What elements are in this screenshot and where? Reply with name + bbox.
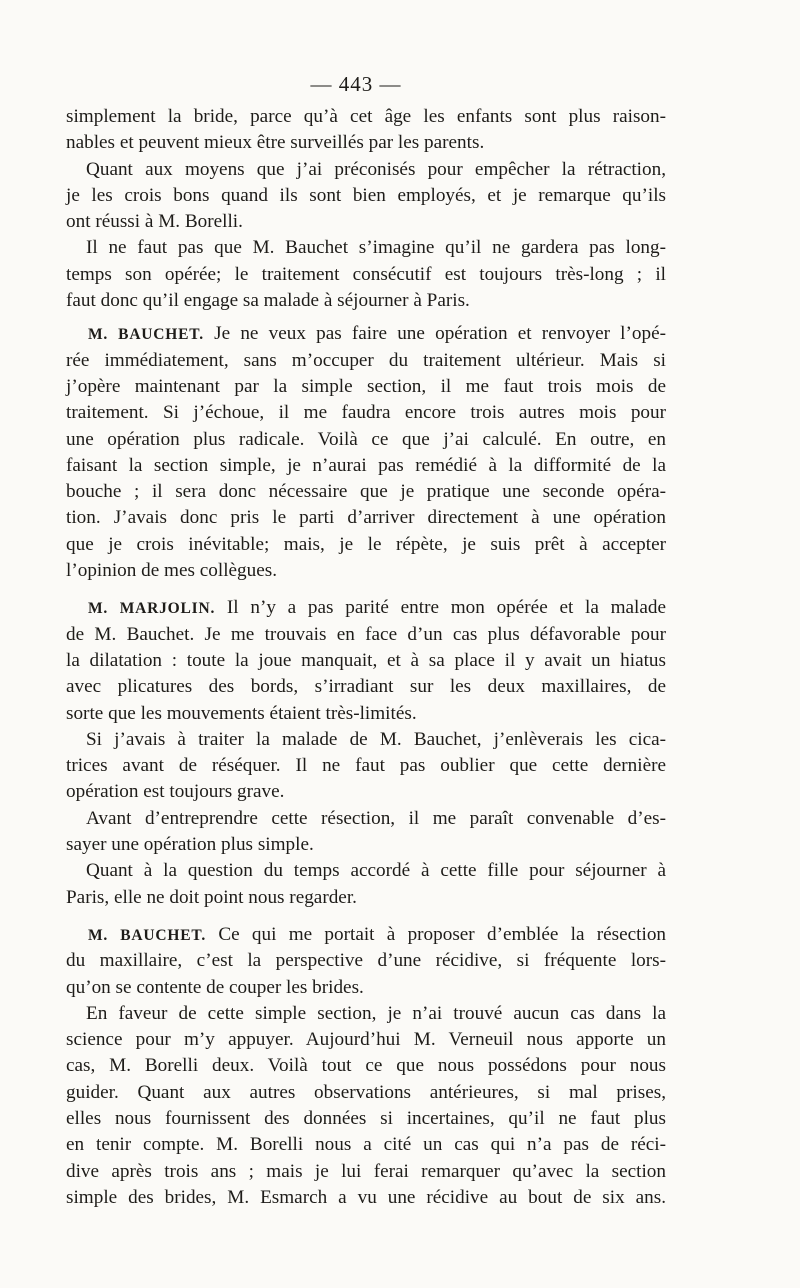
text-line: de M. Bauchet. Je me trouvais en face d’un cas plus défavorable pour: [66, 623, 666, 645]
text-line: trices avant de réséquer. Il ne faut pas oublier que cette dernière: [66, 755, 666, 777]
text-line: simple des brides, M. Esmarch a vu une récidive au bout de six ans.: [66, 1186, 666, 1208]
text-line: Avant d’entreprendre cette résection, il me paraît convenable d’es-: [86, 807, 666, 829]
text-line: j’opère maintenant par la simple section, il me faut trois mois de: [66, 375, 666, 397]
text-line: Paris, elle ne doit point nous regarder.: [66, 886, 357, 908]
text-line: bouche ; il sera donc nécessaire que je pratique une seconde opéra-: [66, 481, 666, 503]
text-line: une opération plus radicale. Voilà ce que j’ai calculé. En outre, en: [66, 428, 666, 450]
text-line: du maxillaire, c’est la perspective d’une récidive, si fréquente lors-: [66, 950, 666, 972]
text-line: faisant la section simple, je n’aurai pas remédié à la difformité de la: [66, 454, 666, 476]
text-line: opération est toujours grave.: [66, 781, 285, 803]
text-line: Si j’avais à traiter la malade de M. Bauchet, j’enlèverais les cica-: [86, 728, 666, 750]
text-line: rée immédiatement, sans m’occuper du traitement ultérieur. Mais si: [66, 349, 666, 371]
text-line: faut donc qu’il engage sa malade à séjourner à Paris.: [66, 290, 470, 312]
text-line: qu’on se contente de couper les brides.: [66, 976, 364, 998]
text-line: Quant aux moyens que j’ai préconisés pour empêcher la rétraction,: [86, 158, 666, 180]
speech-text: Je ne veux pas faire une opération et renvoyer l’opé-: [203, 323, 666, 345]
text-line: [66, 922, 666, 948]
speaker-name: M. MARJOLIN.: [88, 600, 216, 618]
text-line: que je crois inévitable; mais, je le répète, je suis prêt à accepter: [66, 533, 666, 555]
text-line: avec plicatures des bords, s’irradiant sur les deux maxillaires, de: [66, 676, 666, 698]
speech-text: Ce qui me portait à proposer d’emblée la résection: [206, 923, 667, 945]
text-line: tion. J’avais donc pris le parti d’arriver directement à une opération: [66, 507, 666, 529]
page-text: [66, 104, 666, 1211]
text-line: je les crois bons quand ils sont bien employés, et je remarque qu’ils: [66, 184, 666, 206]
text-line: Quant à la question du temps accordé à cette fille pour séjourner à: [86, 860, 666, 882]
text-line: [66, 595, 666, 621]
text-line: science pour m’y appuyer. Aujourd’hui M. Verneuil nous apporte un: [66, 1029, 666, 1051]
text-line: sayer une opération plus simple.: [66, 834, 314, 856]
text-line: En faveur de cette simple section, je n’ai trouvé aucun cas dans la: [86, 1002, 666, 1024]
text-line: la dilatation : toute la joue manquait, et à sa place il y avait un hiatus: [66, 649, 666, 671]
text-line: en tenir compte. M. Borelli nous a cité un cas qui n’a pas de réci-: [66, 1134, 666, 1156]
text-line: ont réussi à M. Borelli.: [66, 211, 243, 233]
text-line: elles nous fournissent des données si incertaines, qu’il ne faut plus: [66, 1107, 666, 1129]
text-line: sorte que les mouvements étaient très-limités.: [66, 702, 417, 724]
text-line: cas, M. Borelli deux. Voilà tout ce que nous possédons pour nous: [66, 1055, 666, 1077]
text-line: traitement. Si j’échoue, il me faudra encore trois autres mois pour: [66, 402, 666, 424]
speaker-name: M. BAUCHET.: [88, 926, 207, 944]
text-line: [66, 321, 666, 347]
text-line: l’opinion de mes collègues.: [66, 560, 278, 582]
page-number: — 443 —: [310, 72, 402, 96]
speech-text: Il n’y a pas parité entre mon opérée et la malade: [215, 597, 666, 619]
text-line: Il ne faut pas que M. Bauchet s’imagine qu’il ne gardera pas long-: [86, 237, 666, 259]
speaker-name: M. BAUCHET.: [88, 326, 204, 344]
text-line: nables et peuvent mieux être surveillés par les parents.: [66, 132, 485, 154]
text-line: temps son opérée; le traitement consécutif est toujours très-long ; il: [66, 263, 666, 285]
text-line: simplement la bride, parce qu’à cet âge les enfants sont plus raison-: [66, 106, 666, 127]
text-line: guider. Quant aux autres observations antérieures, si mal prises,: [66, 1081, 666, 1103]
text-line: dive après trois ans ; mais je lui ferai remarquer qu’avec la section: [66, 1160, 666, 1182]
